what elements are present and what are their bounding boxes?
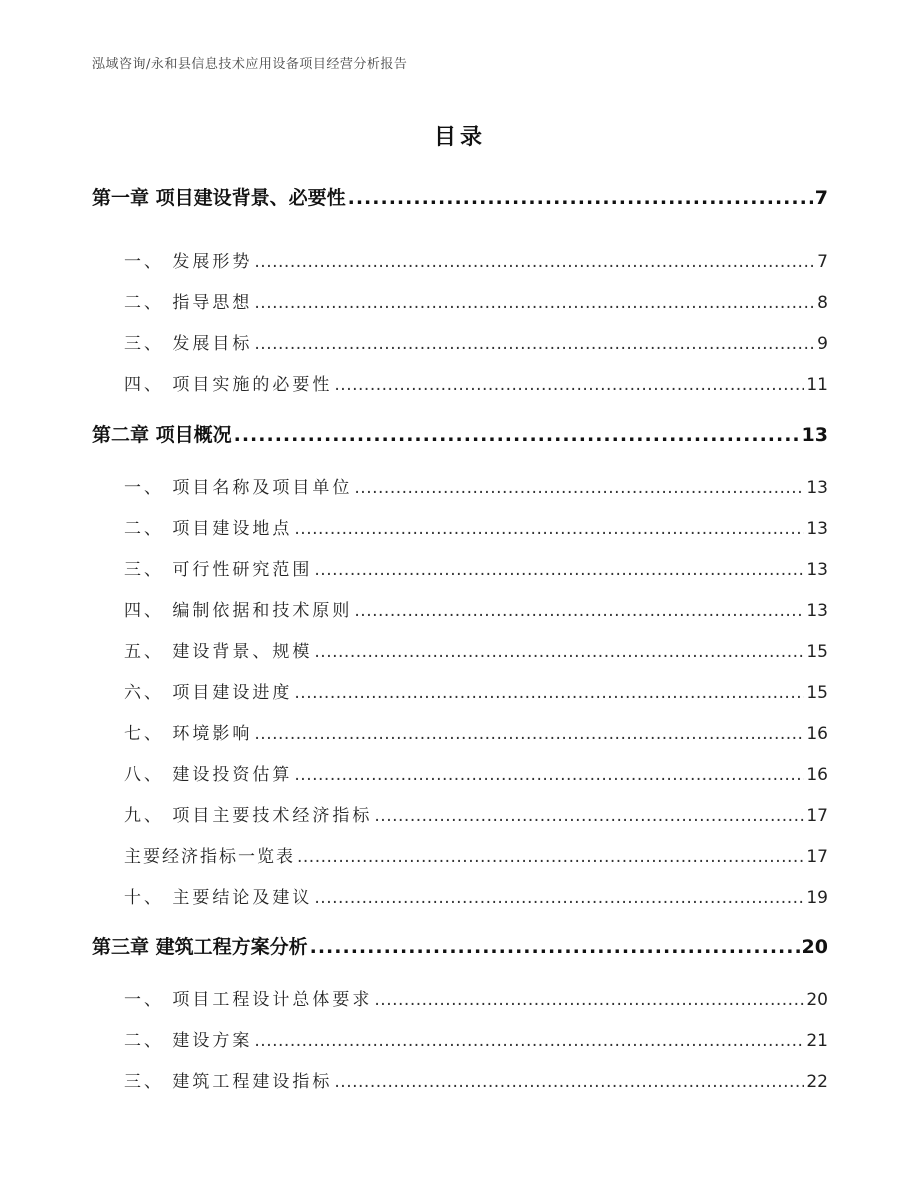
dot-leader xyxy=(254,293,815,313)
toc-entry-label: 四、 项目实施的必要性 xyxy=(124,375,333,395)
toc-entry-label: 三、 建筑工程建设指标 xyxy=(124,1072,333,1092)
toc-page-number: 21 xyxy=(806,1031,828,1051)
dot-leader xyxy=(254,1031,804,1051)
toc-entry-label: 一、 项目名称及项目单位 xyxy=(124,478,353,498)
toc-section[interactable] xyxy=(124,329,828,354)
dot-leader xyxy=(334,1072,804,1092)
toc-subsection[interactable] xyxy=(124,842,828,867)
toc-entry-label: 第三章 建筑工程方案分析 xyxy=(92,936,308,958)
dot-leader xyxy=(297,847,804,867)
toc-page-number: 22 xyxy=(806,1072,828,1092)
toc-section[interactable] xyxy=(124,247,828,272)
toc-page-number: 9 xyxy=(817,334,828,354)
toc-page-number: 20 xyxy=(801,936,828,958)
dot-leader xyxy=(254,334,815,354)
toc-entry-label: 九、 项目主要技术经济指标 xyxy=(124,806,373,826)
dot-leader xyxy=(314,560,804,580)
toc-entry-label: 一、 项目工程设计总体要求 xyxy=(124,990,373,1010)
toc-entry-label: 七、 环境影响 xyxy=(124,724,253,744)
toc-page-number: 16 xyxy=(806,724,828,744)
toc-entry-label: 四、 编制依据和技术原则 xyxy=(124,601,353,621)
toc-section[interactable] xyxy=(124,637,828,662)
toc-section[interactable] xyxy=(124,1067,828,1092)
toc-section[interactable] xyxy=(124,678,828,703)
toc-section[interactable] xyxy=(124,719,828,744)
toc-page-number: 13 xyxy=(806,519,828,539)
toc-entry-label: 五、 建设背景、规模 xyxy=(124,642,313,662)
dot-leader xyxy=(374,806,804,826)
toc-page-number: 17 xyxy=(806,806,828,826)
toc-entry-label: 三、 可行性研究范围 xyxy=(124,560,313,580)
toc-section[interactable] xyxy=(124,370,828,395)
toc-page-number: 16 xyxy=(806,765,828,785)
toc-chapter-1[interactable] xyxy=(92,183,828,210)
toc-entry-label: 六、 项目建设进度 xyxy=(124,683,293,703)
toc-section[interactable] xyxy=(124,596,828,621)
toc-chapter-2[interactable] xyxy=(92,420,828,447)
toc-entry-label: 主要经济指标一览表 xyxy=(124,847,295,867)
dot-leader xyxy=(254,252,815,272)
dot-leader xyxy=(354,478,804,498)
dot-leader xyxy=(294,519,804,539)
toc-section[interactable] xyxy=(124,985,828,1010)
toc-page-number: 19 xyxy=(806,888,828,908)
toc-chapter-3[interactable] xyxy=(92,932,828,959)
dot-leader xyxy=(354,601,804,621)
toc-page-number: 15 xyxy=(806,683,828,703)
toc-section[interactable] xyxy=(124,555,828,580)
dot-leader xyxy=(374,990,804,1010)
dot-leader xyxy=(314,888,804,908)
toc-section[interactable] xyxy=(124,883,828,908)
toc-entry-label: 十、 主要结论及建议 xyxy=(124,888,313,908)
dot-leader xyxy=(234,424,800,446)
toc-section[interactable] xyxy=(124,801,828,826)
dot-leader xyxy=(294,765,804,785)
toc-page-number: 13 xyxy=(806,478,828,498)
toc-section[interactable] xyxy=(124,473,828,498)
toc-entry-label: 二、 项目建设地点 xyxy=(124,519,293,539)
toc-title: 目录 xyxy=(433,125,486,150)
toc-entry-label: 三、 发展目标 xyxy=(124,334,253,354)
toc-entry-label: 二、 指导思想 xyxy=(124,293,253,313)
toc-page-number: 15 xyxy=(806,642,828,662)
dot-leader xyxy=(334,375,804,395)
toc-entry-label: 二、 建设方案 xyxy=(124,1031,253,1051)
toc-page-number: 20 xyxy=(806,990,828,1010)
toc-page-number: 8 xyxy=(817,293,828,313)
toc-page-number: 13 xyxy=(801,424,828,446)
dot-leader xyxy=(310,936,800,958)
toc-section[interactable] xyxy=(124,1026,828,1051)
toc-section[interactable] xyxy=(124,288,828,313)
toc-page-number: 7 xyxy=(814,187,828,209)
toc-page-number: 7 xyxy=(817,252,828,272)
dot-leader xyxy=(348,187,813,209)
dot-leader xyxy=(314,642,804,662)
dot-leader xyxy=(294,683,804,703)
toc-entry-label: 第一章 项目建设背景、必要性 xyxy=(92,187,346,209)
toc-section[interactable] xyxy=(124,760,828,785)
toc-entry-label: 第二章 项目概况 xyxy=(92,424,232,446)
toc-page-number: 11 xyxy=(806,375,828,395)
dot-leader xyxy=(254,724,804,744)
toc-entry-label: 一、 发展形势 xyxy=(124,252,253,272)
toc-entry-label: 八、 建设投资估算 xyxy=(124,765,293,785)
toc-section[interactable] xyxy=(124,514,828,539)
toc-page-number: 13 xyxy=(806,560,828,580)
toc-page-number: 17 xyxy=(806,847,828,867)
running-header: 泓域咨询/永和县信息技术应用设备项目经营分析报告 xyxy=(92,57,408,72)
toc-page-number: 13 xyxy=(806,601,828,621)
